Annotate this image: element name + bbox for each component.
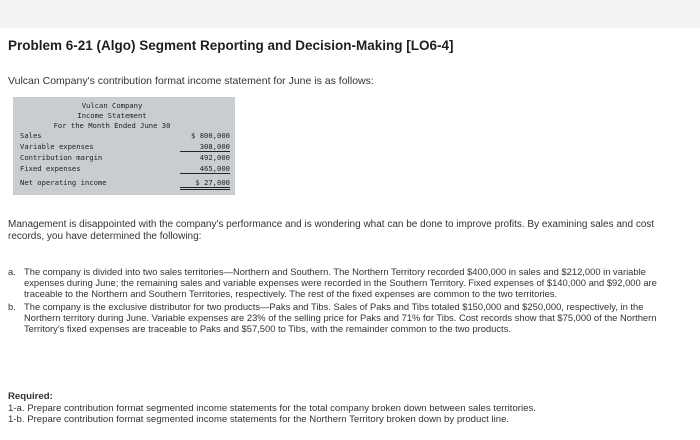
top-band — [0, 0, 700, 28]
row-value: 465,000 — [180, 164, 230, 174]
statement-row-net-operating-income — [20, 178, 230, 189]
row-value: 492,000 — [199, 153, 230, 162]
item-text: The company is divided into two sales territories—Northern and Southern. The Northern Territory recorded $400,000 in sales and $212,000 in variable expenses during June; the remaining sales and variable expenses were recorded in the Southern Territory. Fixed expenses of $140,000 and $92,000 are traceable to the Northern and Southern Territories, respectively. The rest of the fixed expenses are common to the two territories. — [24, 266, 657, 300]
required-item-1b: 1-b. Prepare contribution format segmented income statements for the Northern Territory broken down by product line. — [8, 414, 510, 425]
statement-row-fixed-expenses — [20, 164, 230, 175]
required-item-1a: 1-a. Prepare contribution format segmented income statements for the total company broken down between sales territories. — [8, 402, 536, 414]
income-statement — [13, 97, 235, 195]
row-label: Sales — [20, 131, 42, 140]
statement-row-sales — [20, 131, 230, 142]
statement-period: For the Month Ended June 30 — [53, 121, 171, 130]
problem-title: Problem 6-21 (Algo) Segment Reporting and Decision-Making [LO6-4] — [8, 38, 454, 53]
facts-list — [8, 266, 663, 335]
item-text: The company is the exclusive distributor for two products—Paks and Tibs. Sales of Paks and Tibs totaled $150,000 and $250,000, respectively, in the Northern territory during June. Variable expenses are 23% of the selling price for Paks and 71% for Tibs. Cost records show that $75,000 of the Northern Territory's fixed expenses are traceable to Paks and $57,500 to Tibs, with the remainder common to the two products. — [24, 300, 657, 335]
item-marker: a. — [8, 266, 16, 277]
row-label: Fixed expenses — [20, 164, 81, 173]
management-paragraph: Management is disappointed with the company's performance and is wondering what can be done to improve profits. By examining sales and cost records, you have determined the following: — [8, 219, 655, 242]
row-label: Net operating income — [20, 178, 107, 187]
statement-row-variable-expenses — [20, 142, 230, 153]
row-value: $ 800,000 — [191, 131, 230, 140]
statement-company: Vulcan Company — [81, 101, 143, 110]
row-label: Contribution margin — [20, 153, 103, 162]
intro-text: Vulcan Company's contribution format income statement for June is as follows: — [8, 75, 374, 87]
statement-row-contribution-margin — [20, 153, 230, 164]
row-value: $ 27,000 — [180, 178, 230, 190]
statement-name: Income Statement — [77, 111, 147, 120]
list-item — [8, 266, 663, 300]
row-value: 308,000 — [180, 142, 230, 152]
row-label: Variable expenses — [20, 142, 94, 151]
item-marker: b. — [8, 300, 16, 312]
required-section — [8, 391, 658, 426]
required-heading: Required: — [8, 391, 53, 402]
list-item — [8, 301, 663, 335]
